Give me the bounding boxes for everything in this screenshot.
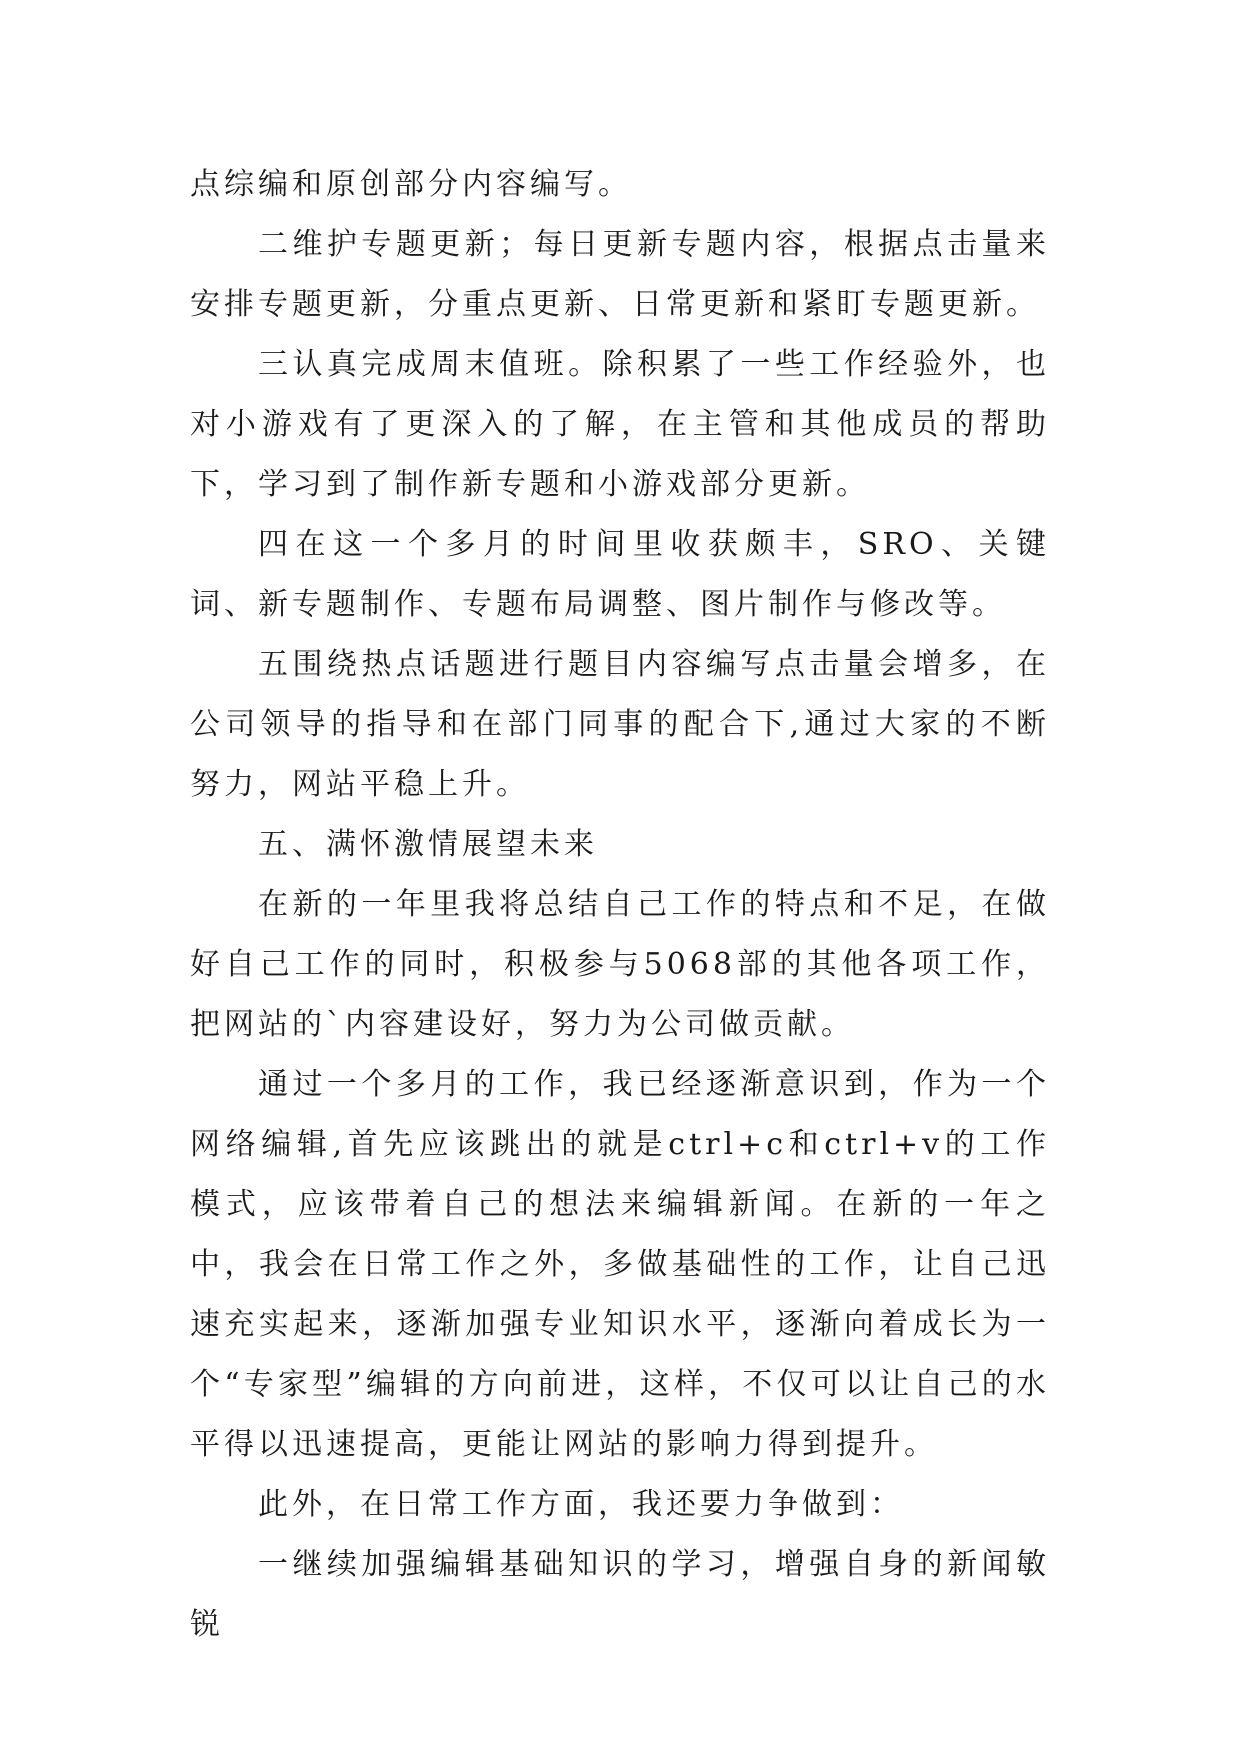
section-heading: 五、满怀激情展望未来 <box>258 827 598 862</box>
paragraph-3: 三认真完成周末值班。除积累了一些工作经验外，也对小游戏有了更深入的了解，在主管和其他成员的帮助下，学习到了制作新专题和小游戏部分更新。 <box>190 347 1050 502</box>
paragraph-8: 通过一个多月的工作，我已经逐渐意识到，作为一个网络编辑,首先应该跳出的就是ctrl+c和ctrl+v的工作模式，应该带着自己的想法来编辑新闻。在新的一年之中，我会在日常工作之外，多做基础性的工作，让自己迅速充实起来，逐渐加强专业知识水平，逐渐向着成长为一个“专家型”编辑的方向前进，这样，不仅可以让自己的水平得以迅速提高，更能让网站的影响力得到提升。 <box>190 1067 1050 1462</box>
paragraph-10: 一继续加强编辑基础知识的学习，增强自身的新闻敏锐 <box>190 1547 1050 1642</box>
paragraph-1: 点综编和原创部分内容编写。 <box>190 167 632 202</box>
paragraph-4: 四在这一个多月的时间里收获颇丰，SRO、关键词、新专题制作、专题布局调整、图片制作与修改等。 <box>190 527 1050 622</box>
paragraph-9: 此外，在日常工作方面，我还要力争做到： <box>258 1487 904 1522</box>
paragraph-2: 二维护专题更新；每日更新专题内容，根据点击量来安排专题更新，分重点更新、日常更新和紧盯专题更新。 <box>190 227 1050 322</box>
paragraph-7: 在新的一年里我将总结自己工作的特点和不足，在做好自己工作的同时，积极参与5068部的其他各项工作，把网站的`内容建设好，努力为公司做贡献。 <box>190 887 1050 1042</box>
document-body <box>190 155 1050 1655</box>
paragraph-5: 五围绕热点话题进行题目内容编写点击量会增多，在公司领导的指导和在部门同事的配合下,通过大家的不断努力，网站平稳上升。 <box>190 647 1050 802</box>
